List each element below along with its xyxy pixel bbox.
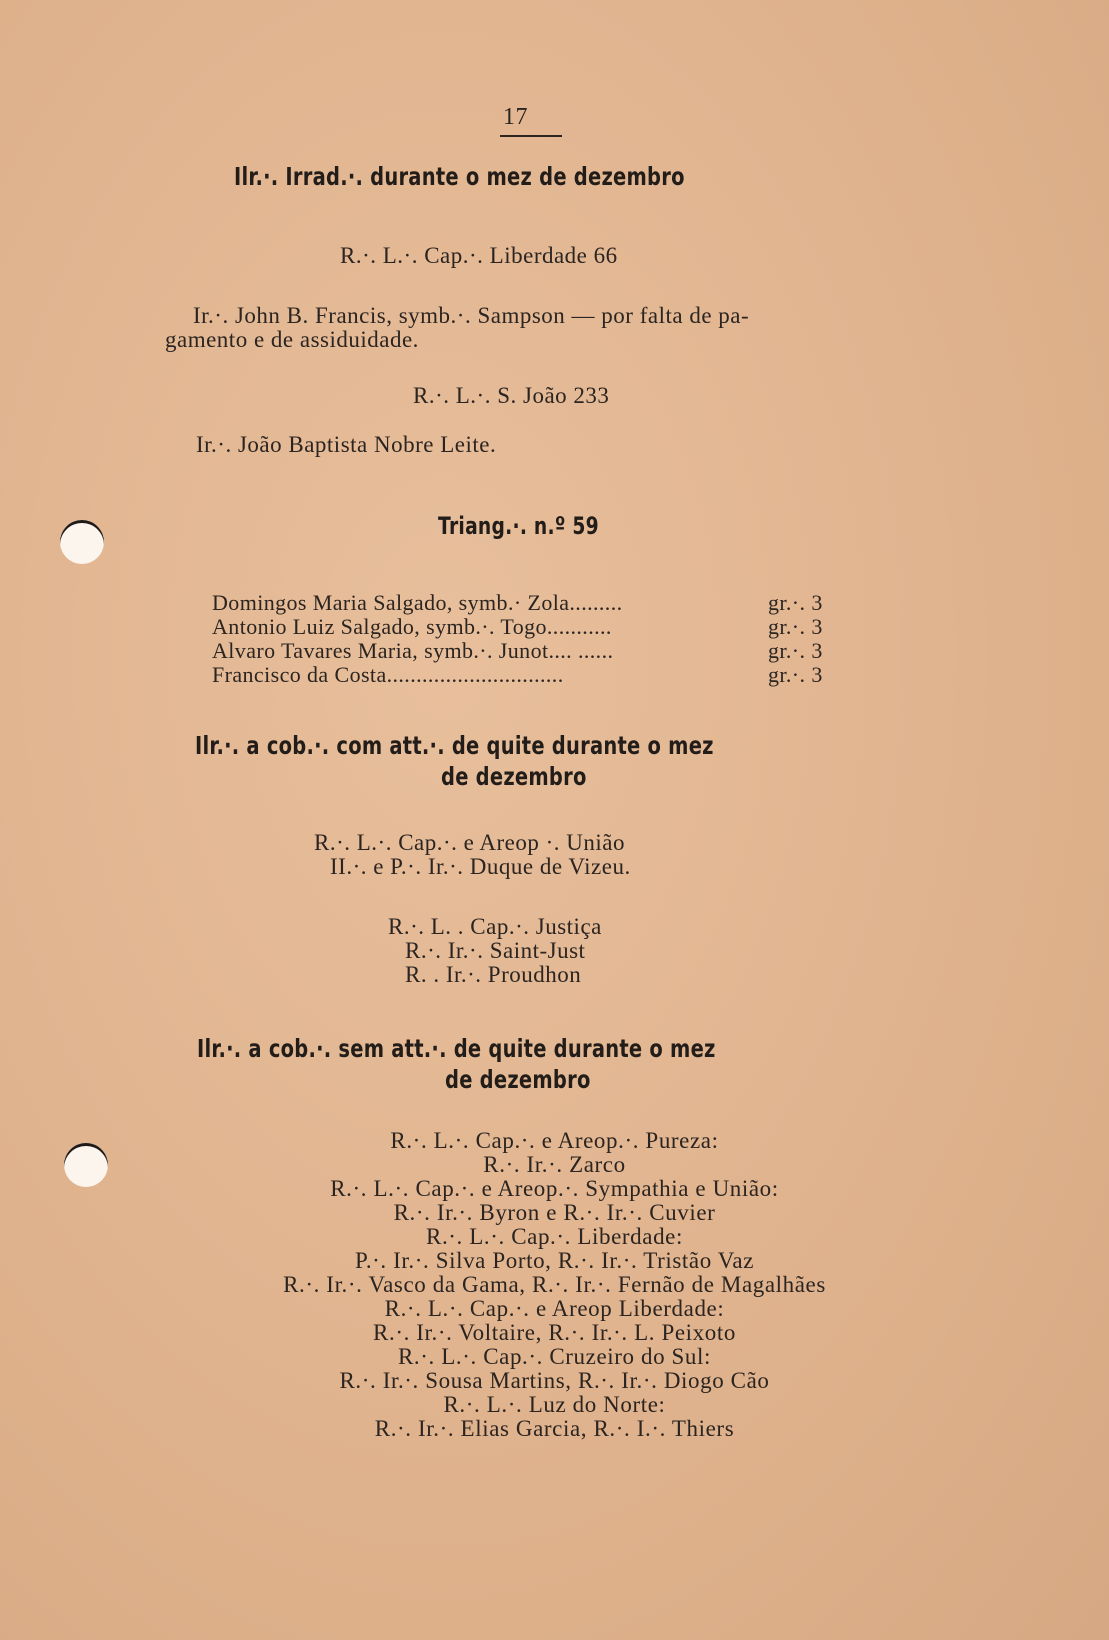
section3-heading-line1: Ilr.·. a cob.·. sem att.·. de quite durante o mez [197,1034,716,1063]
member-grade: gr.·. 3 [768,662,823,687]
member-name: Francisco da Costa.............................. [212,662,564,687]
section3-line: R.·. L.·. Cap.·. e Areop Liberdade: [384,1296,725,1321]
section3-line: R.·. Ir.·. Voltaire, R.·. Ir.·. L. Peixoto [373,1320,736,1345]
section3-line: R.·. Ir.·. Sousa Martins, R.·. Ir.·. Diogo Cão [339,1368,770,1393]
section3-line: R.·. L.·. Luz do Norte: [443,1392,666,1417]
section3-line: R.·. L.·. Cap.·. e Areop.·. Sympathia e União: [330,1176,779,1201]
section3-line: P.·. Ir.·. Silva Porto, R.·. Ir.·. Tristão Vaz [354,1248,755,1273]
member-grade: gr.·. 3 [768,638,823,663]
section2-block2-line: R.·. Ir.·. Saint-Just [405,938,586,963]
section3-line: R.·. Ir.·. Vasco da Gama, R.·. Ir.·. Fernão de Magalhães [283,1272,826,1297]
section2-block2-line: R. . Ir.·. Proudhon [405,962,582,987]
section2-block1-line1: R.·. L.·. Cap.·. e Areop ·. União [314,830,625,855]
section3-heading-line2: de dezembro [445,1065,591,1094]
section2-heading-line2: de dezembro [441,762,587,791]
binder-hole-top [60,520,104,564]
section1-lodge1-text-line2: gamento e de assiduidade. [165,327,419,352]
section2-block1-line2: II.·. e P.·. Ir.·. Duque de Vizeu. [330,854,631,879]
section2-heading-line1: Ilr.·. a cob.·. com att.·. de quite durante o mez [195,731,714,760]
section1-lodge1: R.·. L.·. Cap.·. Liberdade 66 [340,243,618,268]
member-row [212,638,832,662]
page-number-rule [500,135,562,137]
section3-line: R.·. L.·. Cap.·. Liberdade: [426,1224,683,1249]
member-row [212,662,832,686]
section3-line: R.·. L.·. Cap.·. Cruzeiro do Sul: [397,1344,711,1369]
member-name: Alvaro Tavares Maria, symb.·. Junot.... ...... [212,638,614,663]
section3-line: R.·. Ir.·. Byron e R.·. Ir.·. Cuvier [393,1200,716,1225]
section1-heading: Ilr.·. Irrad.·. durante o mez de dezembro [234,162,685,191]
member-grade: gr.·. 3 [768,590,823,615]
member-grade: gr.·. 3 [768,614,823,639]
section2-block2-line: R.·. L. . Cap.·. Justiça [388,914,602,939]
member-name: Domingos Maria Salgado, symb.· Zola......... [212,590,623,615]
member-row [212,590,832,614]
section1-lodge2: R.·. L.·. S. João 233 [413,383,610,408]
member-row [212,614,832,638]
section3-line: R.·. Ir.·. Elias Garcia, R.·. I.·. Thiers [374,1416,735,1441]
member-name: Antonio Luiz Salgado, symb.·. Togo........... [212,614,612,639]
section3-line: R.·. L.·. Cap.·. e Areop.·. Pureza: [390,1128,719,1153]
section1-lodge2-text: Ir.·. João Baptista Nobre Leite. [196,432,497,457]
section1-lodge1-text-line1: Ir.·. John B. Francis, symb.·. Sampson — por falta de pa- [193,303,750,328]
page-number: 17 [503,104,528,130]
section3-line: R.·. Ir.·. Zarco [483,1152,626,1177]
triangle-heading: Triang.·. n.º 59 [438,512,599,540]
